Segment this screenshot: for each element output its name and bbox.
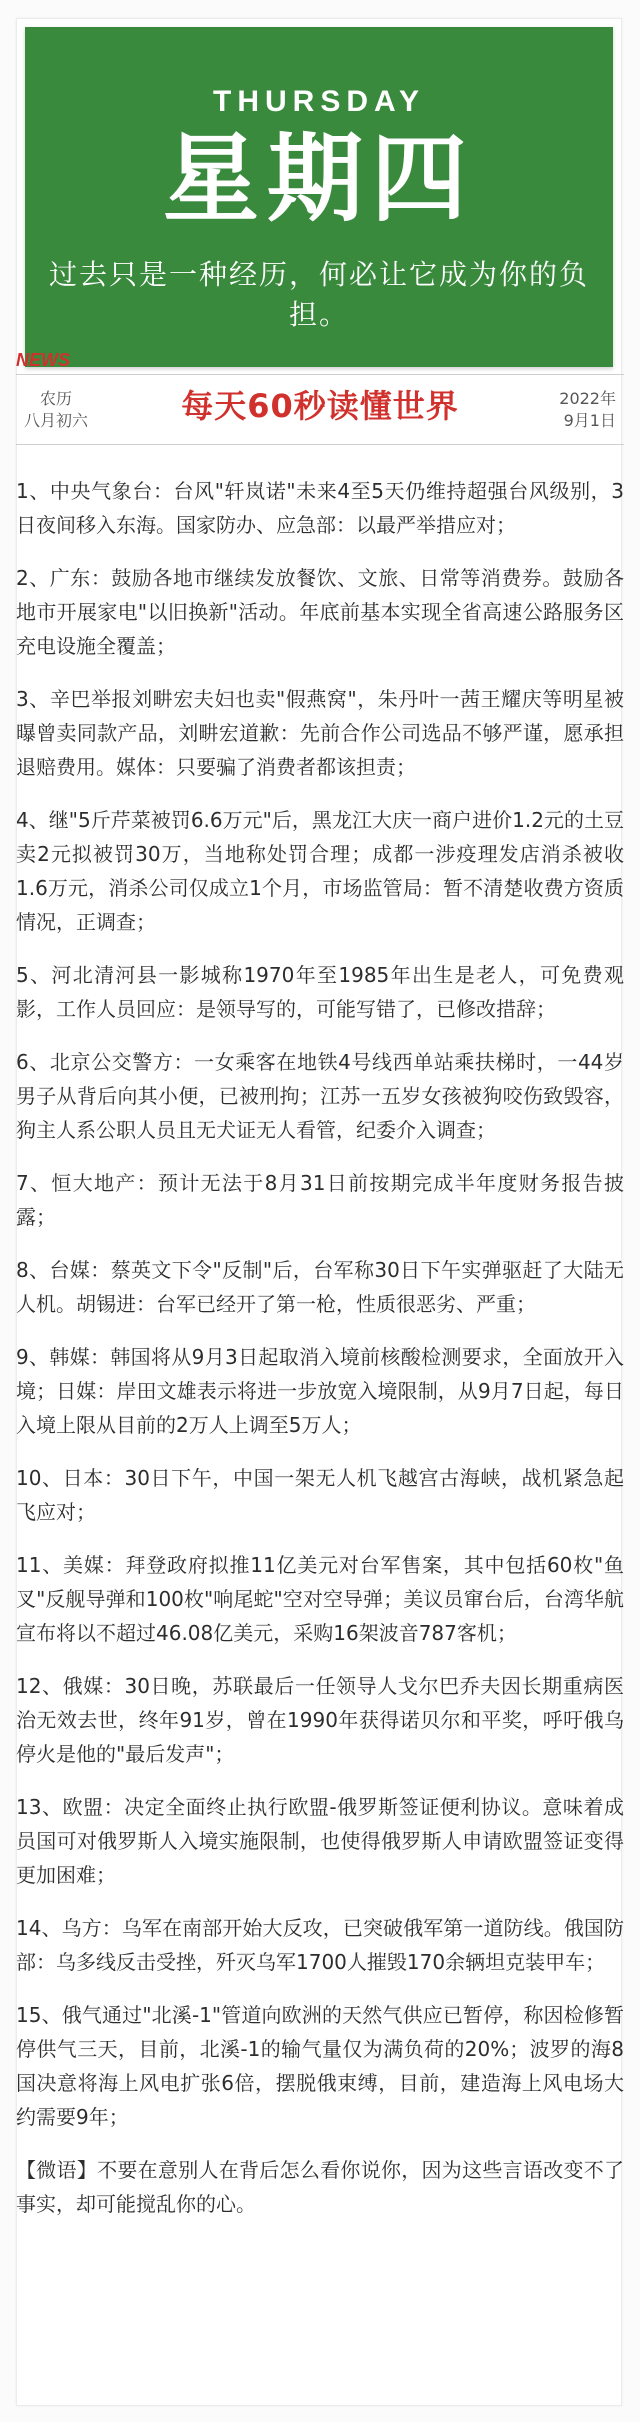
news-item: 6、北京公交警方：一女乘客在地铁4号线西单站乘扶梯时，一44岁男子从背后向其小便，已被刑拘；江苏一五岁女孩被狗咬伤致毁容，狗主人系公职人员且无犬证无人看管，纪委介入调查； [16, 1050, 624, 1142]
news-item: 3、辛巴举报刘畊宏夫妇也卖"假燕窝"，朱丹叶一茜王耀庆等明星被曝曾卖同款产品，刘畊宏道歉：先前合作公司选品不够严谨，愿承担退赔费用。媒体：只要骗了消费者都该担责； [16, 687, 624, 779]
news-item: 1、中央气象台：台风"轩岚诺"未来4至5天仍维持超强台风级别，3日夜间移入东海。国家防办、应急部：以最严举措应对； [16, 479, 624, 537]
daily-quote: 【微语】不要在意别人在背后怎么看你说你，因为这些言语改变不了事实，却可能搅乱你的心。 [16, 2158, 624, 2216]
lunar-day: 八月初六 [24, 411, 89, 430]
news-item: 2、广东：鼓励各地市继续发放餐饮、文旅、日常等消费券。鼓励各地市开展家电"以旧换新"活动。年底前基本实现全省高速公路服务区充电设施全覆盖； [16, 566, 624, 658]
news-item: 12、俄媒：30日晚，苏联最后一任领导人戈尔巴乔夫因长期重病医治无效去世，终年91岁，曾在1990年获得诺贝尔和平奖，呼吁俄乌停火是他的"最后发声"； [16, 1674, 624, 1766]
header-row [16, 374, 624, 444]
news-item: 8、台媒：蔡英文下令"反制"后，台军称30日下午实弹驱赶了大陆无人机。胡锡进：台军已经开了第一枪，性质很恶劣、严重； [16, 1258, 624, 1316]
news-item: 7、恒大地产：预计无法于8月31日前按期完成半年度财务报告披露； [16, 1171, 624, 1229]
banner-weekday-english: THURSDAY [213, 85, 425, 118]
news-list [16, 474, 624, 2241]
news-item: 5、河北清河县一影城称1970年至1985年出生是老人，可免费观影，工作人员回应：是领导写的，可能写错了，已修改措辞； [16, 963, 624, 1021]
date-banner [25, 27, 613, 367]
news-item: 15、俄气通过"北溪-1"管道向欧洲的天然气供应已暂停，称因检修暂停供气三天，目前，北溪-1的输气量仅为满负荷的20%；波罗的海8国决意将海上风电扩张6倍，摆脱俄束缚，目前，建造海上风电场大约需要9年； [16, 2003, 624, 2129]
news-item: 14、乌方：乌军在南部开始大反攻，已突破俄军第一道防线。俄国防部：乌多线反击受挫，歼灭乌军1700人摧毁170余辆坦克装甲车； [16, 1916, 624, 1974]
page-title: 每天60秒读懂世界 [181, 387, 459, 425]
news-item: 9、韩媒：韩国将从9月3日起取消入境前核酸检测要求，全面放开入境；日媒：岸田文雄表示将进一步放宽入境限制，从9月7日起，每日入境上限从目前的2万人上调至5万人； [16, 1345, 624, 1437]
news-item: 4、继"5斤芹菜被罚6.6万元"后，黑龙江大庆一商户进价1.2元的土豆卖2元拟被罚30万，当地称处罚合理；成都一涉疫理发店消杀被收1.6万元，消杀公司仅成立1个月，市场监管局：暂不清楚收费方资质情况，正调查； [16, 808, 624, 934]
news-item: 11、美媒：拜登政府拟推11亿美元对台军售案，其中包括60枚"鱼叉"反舰导弹和100枚"响尾蛇"空对空导弹；美议员窜台后，台湾华航宣布将以不超过46.08亿美元，采购16架波音787客机； [16, 1553, 624, 1645]
header-bottom-divider [16, 444, 624, 445]
news-tag: NEWS [16, 350, 70, 370]
lunar-label: 农历 [40, 389, 73, 408]
date-year: 2022年 [559, 389, 616, 408]
news-item: 13、欧盟：决定全面终止执行欧盟-俄罗斯签证便利协议。意味着成员国可对俄罗斯人入境实施限制，也使得俄罗斯人申请欧盟签证变得更加困难； [16, 1795, 624, 1887]
date-month-day: 9月1日 [563, 411, 616, 430]
gregorian-date [559, 388, 616, 432]
news-item: 10、日本：30日下午，中国一架无人机飞越宫古海峡，战机紧急起飞应对； [16, 1466, 624, 1524]
banner-weekday-chinese: 星期四 [163, 123, 475, 235]
banner-quote: 过去只是一种经历，何必让它成为你的负担。 [48, 258, 589, 331]
